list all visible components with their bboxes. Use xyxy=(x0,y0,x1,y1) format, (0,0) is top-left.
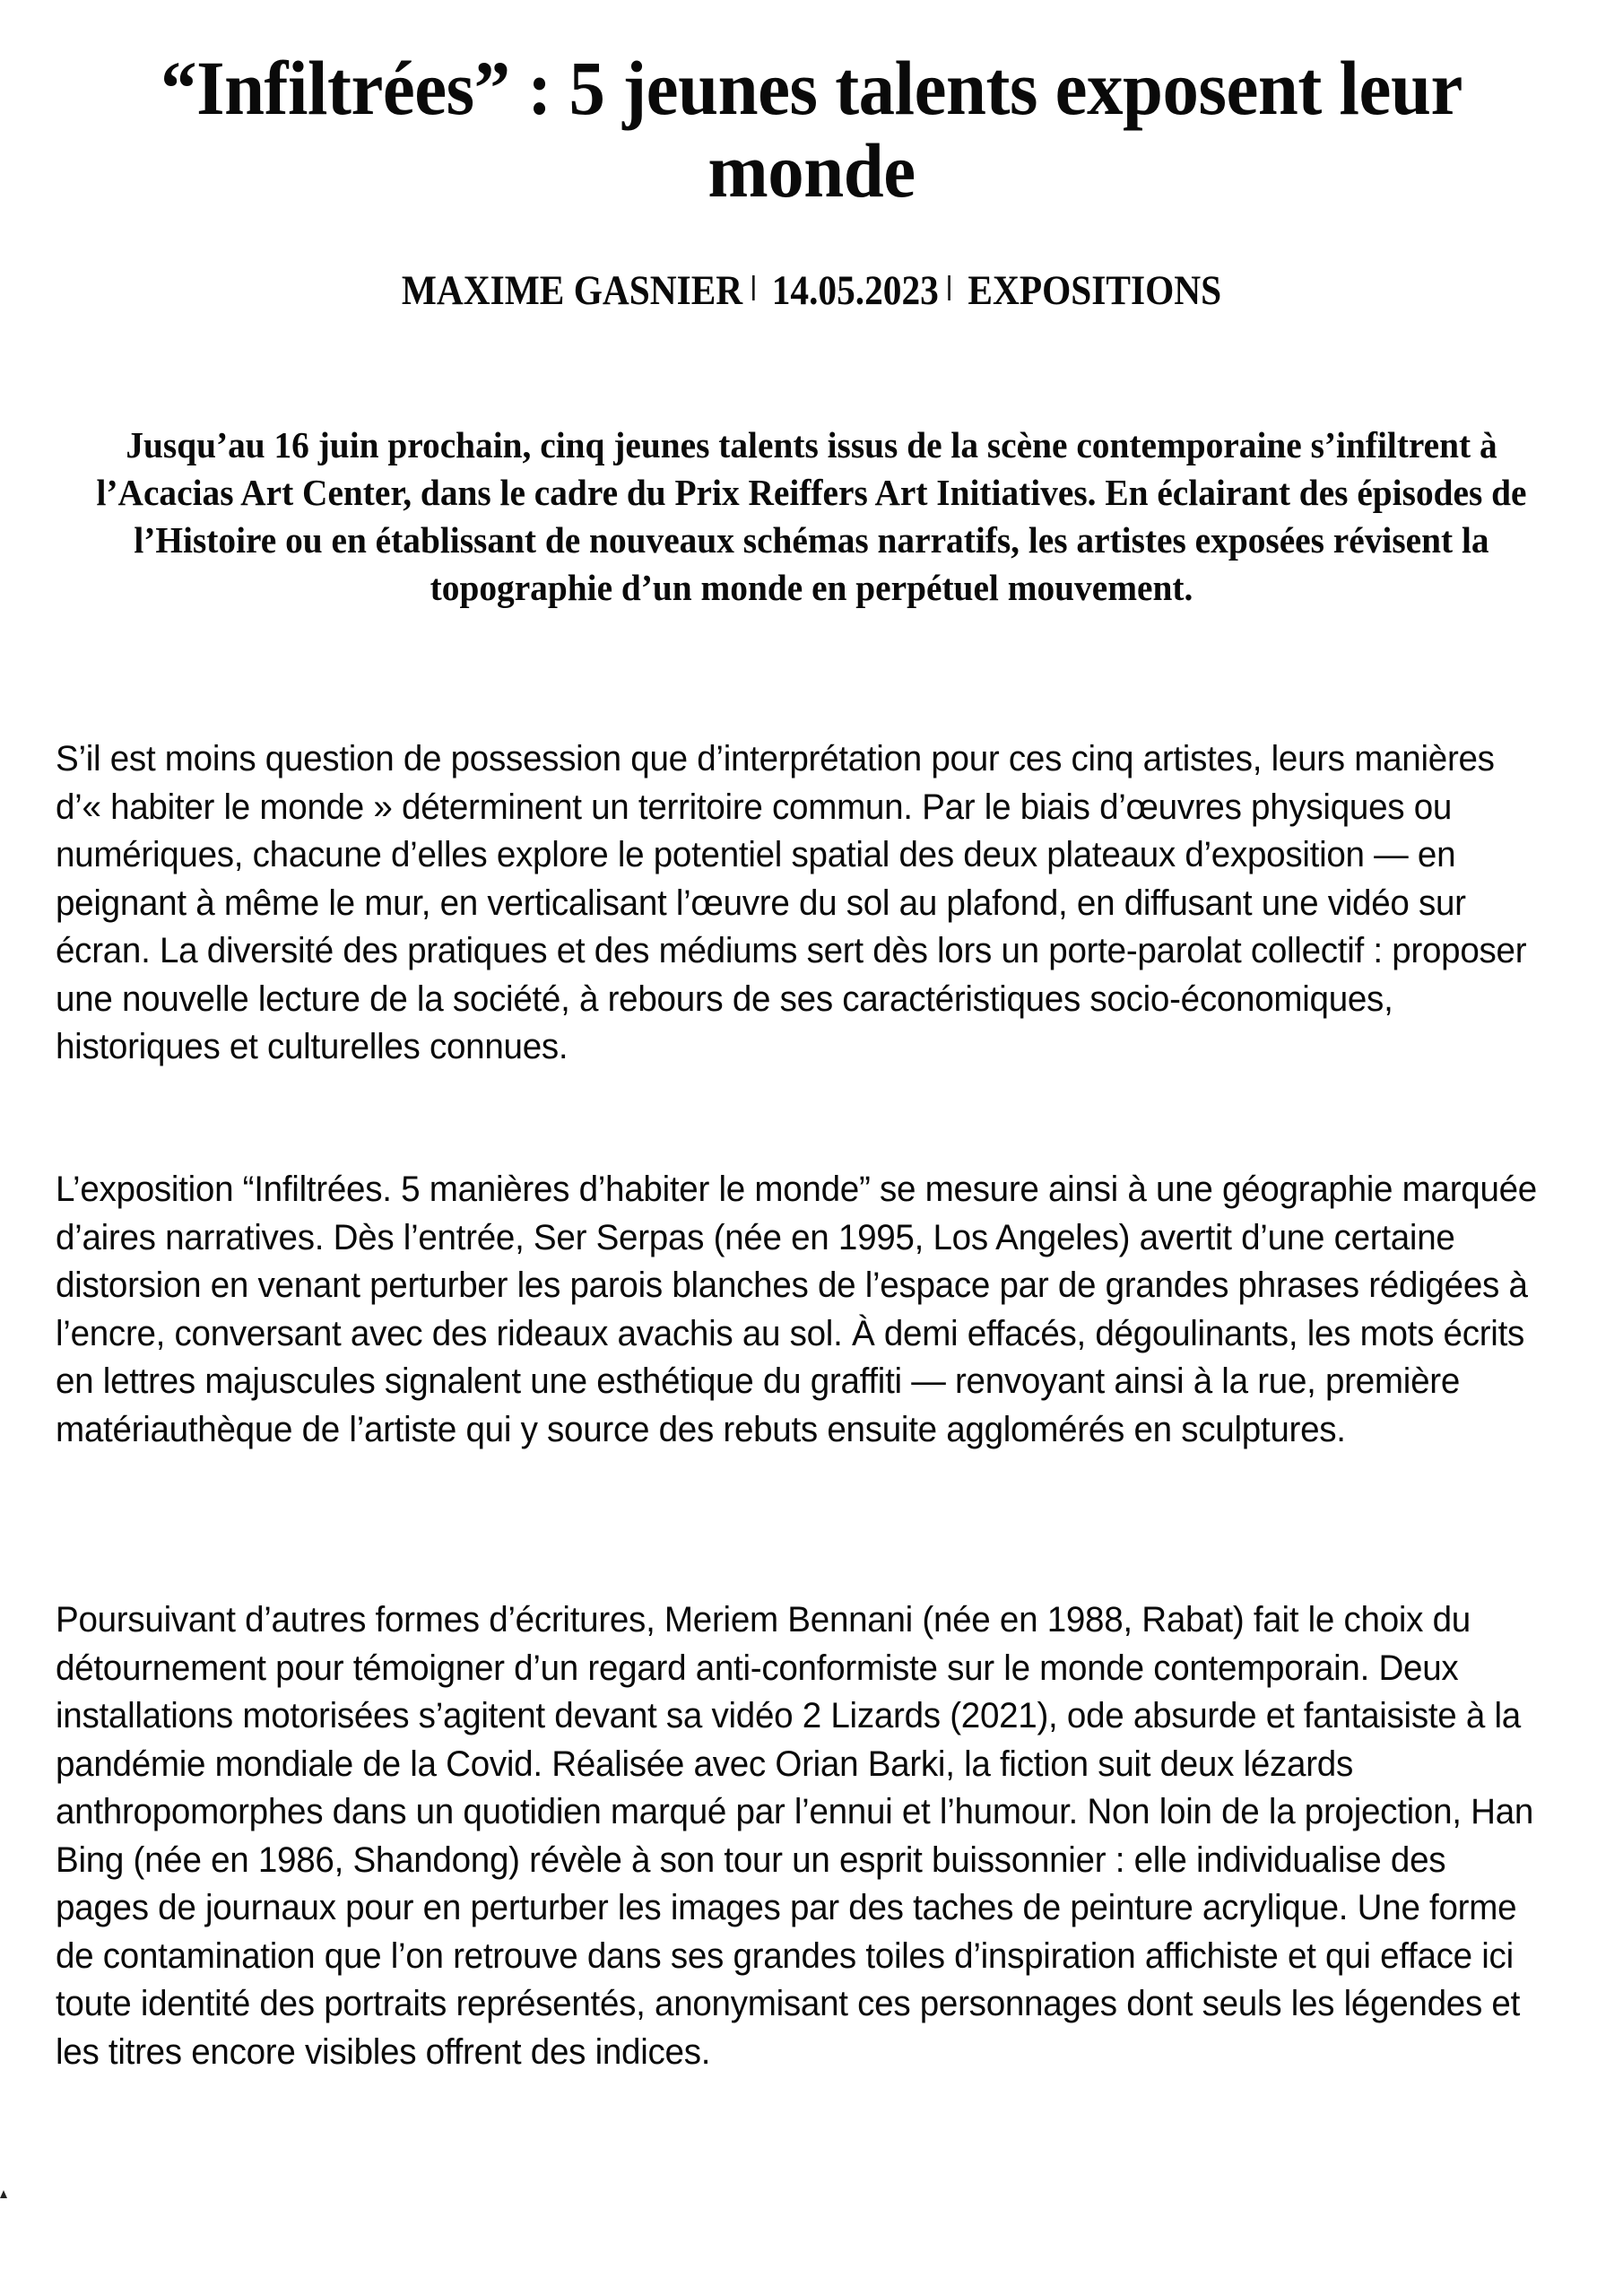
publish-date: 14.05.2023 xyxy=(771,267,939,314)
meta-separator xyxy=(752,275,755,300)
body-paragraph: L’exposition “Infiltrées. 5 manières d’habiter le monde” se mesure ainsi à une géographie marquée d’aires narratives. Dès l’entrée, Ser Serpas (née en 1995, Los Angeles) avertit d’une certaine distorsion en venant perturber les parois blanches de l’espace par de grandes phrases rédigées à l’encre, conversant avec des rideaux avachis au sol. À demi effacés, dégoulinants, les mots écrits en lettres majuscules signalent une esthétique du graffiti — renvoyant ainsi à la rue, première matériauthèque de l’artiste qui y source des rebuts ensuite agglomérés en sculptures. xyxy=(56,1170,1537,1449)
article-lede: Jusqu’au 16 juin prochain, cinq jeunes talents issus de la scène contemporaine s’infiltrent à l’Acacias Art Center, dans le cadre du Prix Reiffers Art Initiatives. En éclairant des épisodes de l’Histoire ou en établissant de nouveaux schémas narratifs, les artistes exposées révisent la topographie d’un monde en perpétuel mouvement. xyxy=(96,424,1527,608)
scroll-edge-marker xyxy=(0,2190,7,2198)
author-link[interactable]: MAXIME GASNIER xyxy=(401,267,743,314)
article-title: “Infiltrées” : 5 jeunes talents exposent leur monde xyxy=(161,45,1462,213)
category-link[interactable]: EXPOSITIONS xyxy=(968,267,1222,314)
body-paragraph: Poursuivant d’autres formes d’écritures, Meriem Bennani (née en 1988, Rabat) fait le choix du détournement pour témoigner d’un regard anti-conformiste sur le monde contemporain. Deux installations motorisées s’agitent devant sa vidéo 2 Lizards (2021), ode absurde et fantaisiste à la pandémie mondiale de la Covid. Réalisée avec Orian Barki, la fiction suit deux lézards anthropomorphes dans un quotidien marqué par l’ennui et l’humour. Non loin de la projection, Han Bing (née en 1986, Shandong) révèle à son tour un esprit buissonnier : elle individualise des pages de journaux pour en perturber les images par des taches de peinture acrylique. Une forme de contamination que l’on retrouve dans ses grandes toiles d’inspiration affichiste et qui efface ici toute identité des portraits représentés, anonymisant ces personnages dont seuls les légendes et les titres encore visibles offrent des indices. xyxy=(56,1600,1534,2072)
meta-separator xyxy=(948,275,950,300)
body-paragraph: S’il est moins question de possession que d’interprétation pour ces cinq artistes, leurs manières d’« habiter le monde » déterminent un territoire commun. Par le biais d’œuvres physiques ou numériques, chacune d’elles explore le potentiel spatial des deux plateaux d’exposition — en peignant à même le mur, en verticalisant l’œuvre du sol au plafond, en diffusant une vidéo sur écran. La diversité des pratiques et des médiums sert dès lors un porte-parolat collectif : proposer une nouvelle lecture de la société, à rebours de ses caractéristiques socio-économiques, historiques et culturelles connues. xyxy=(56,739,1527,1066)
article-meta xyxy=(98,265,1526,316)
